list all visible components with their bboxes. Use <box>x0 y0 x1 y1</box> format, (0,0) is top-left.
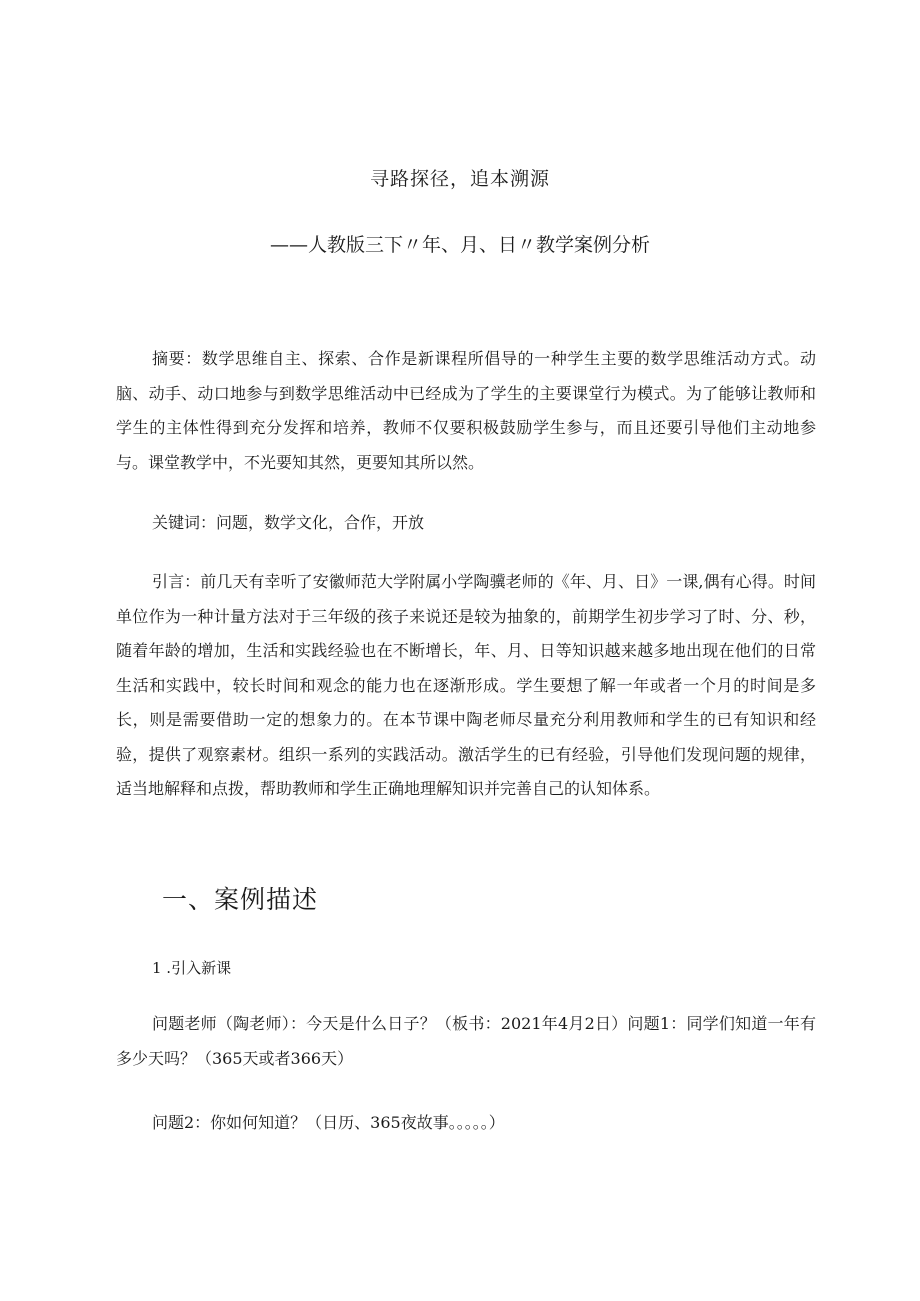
introduction-paragraph: 引言：前几天有幸听了安徽师范大学附属小学陶骥老师的《年、月、日》一课,偶有心得。时间单位作为一种计量方法对于三年级的孩子来说还是较为抽象的，前期学生初步学习了时、分、秒，随着年龄的增加，生活和实践经验也在不断增长，年、月、日等知识越来越多地出现在他们的日常生活和实践中，较长时间和观念的能力也在逐渐形成。学生要想了解一年或者一个月的时间是多长，则是需要借助一定的想象力的。在本节课中陶老师尽量充分利用教师和学生的已有知识和经验，提供了观察素材。组织一系列的实践活动。激活学生的已有经验，引导他们发现问题的规律，适当地解释和点拨，帮助教师和学生正确地理解知识并完善自己的认知体系。 <box>116 572 816 798</box>
section-heading: 一、案例描述 <box>162 885 319 914</box>
question-1-paragraph: 问题老师（陶老师）：今天是什么日子？（板书：2021年4月2日）问题1：同学们知道一年有多少天吗？（365天或者366天） <box>116 1014 816 1068</box>
abstract-paragraph: 摘要：数学思维自主、探索、合作是新课程所倡导的一种学生主要的数学思维活动方式。动脑、动手、动口地参与到数学思维活动中已经成为了学生的主要课堂行为模式。为了能够让教师和学生的主体性得到充分发挥和培养，教师不仅要积极鼓励学生参与，而且还要引导他们主动地参与。课堂教学中，不光要知其然，更要知其所以然。 <box>116 349 816 472</box>
document-subtitle: ——人教版三下〃年、月、日〃教学案例分析 <box>269 234 650 256</box>
keywords-paragraph: 关键词：问题，数学文化，合作，开放 <box>152 513 425 532</box>
list-item-heading: 1 .引入新课 <box>152 959 232 977</box>
document-title: 寻路探径，追本溯源 <box>369 168 550 190</box>
question-2-paragraph: 问题2：你如何知道？（日历、365夜故事。。。。。） <box>152 1113 505 1132</box>
